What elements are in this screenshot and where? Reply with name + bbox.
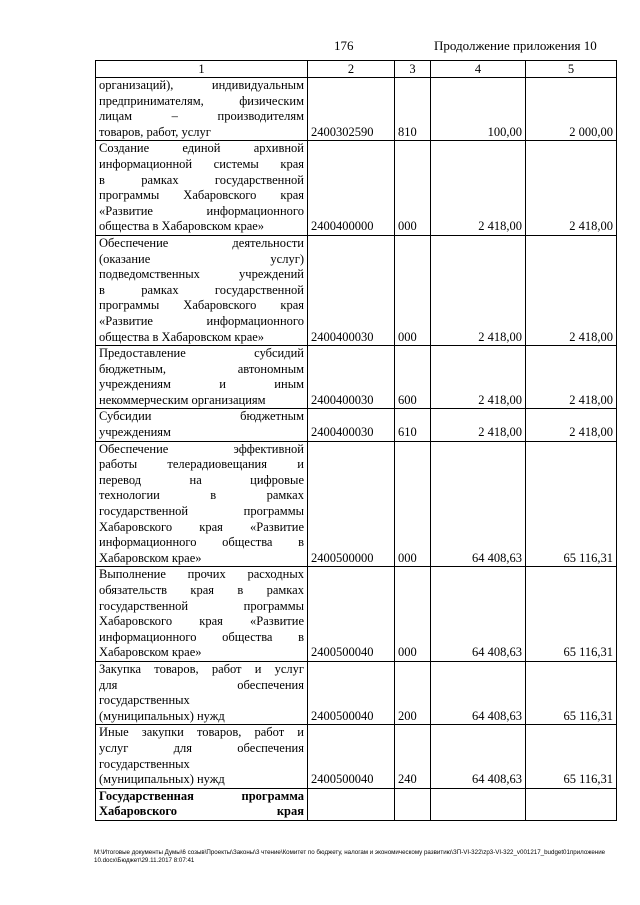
row-sum-2018: 2 418,00 xyxy=(431,235,526,345)
row-name xyxy=(96,235,308,345)
row-name xyxy=(96,141,308,236)
row-name-line: Хабаровского края xyxy=(99,804,304,819)
row-sum-2019: 2 000,00 xyxy=(526,78,617,141)
table-row xyxy=(96,788,617,820)
row-name xyxy=(96,78,308,141)
row-name xyxy=(96,661,308,724)
row-name-line: Предоставление субсидий xyxy=(99,346,304,361)
row-sum-2018: 64 408,63 xyxy=(431,567,526,662)
row-code: 2400302590 xyxy=(308,78,395,141)
row-expense-type: 810 xyxy=(395,78,431,141)
row-name xyxy=(96,788,308,820)
row-name-line: перевод на цифровые xyxy=(99,472,304,487)
row-name-line: (муниципальных) нужд xyxy=(99,772,225,787)
row-name-line: Хабаровском крае» xyxy=(99,645,202,660)
row-code: 2400500040 xyxy=(308,567,395,662)
row-name-line: для обеспечения xyxy=(99,677,304,692)
table-row xyxy=(96,346,617,409)
budget-table xyxy=(95,60,617,821)
row-sum-2019: 2 418,00 xyxy=(526,141,617,236)
row-sum-2018: 64 408,63 xyxy=(431,725,526,788)
row-name-line: государственной программы xyxy=(99,598,304,613)
row-expense-type: 000 xyxy=(395,235,431,345)
col-header-2: 2 xyxy=(308,61,395,78)
row-code: 2400400030 xyxy=(308,409,395,441)
row-name-line: лицам – производителям xyxy=(99,109,304,124)
table-row xyxy=(96,409,617,441)
row-name-line: «Развитие информационного xyxy=(99,203,304,218)
table-row xyxy=(96,141,617,236)
row-name xyxy=(96,567,308,662)
row-sum-2018 xyxy=(431,788,526,820)
row-name xyxy=(96,441,308,567)
row-name-line: обязательств края в рамках xyxy=(99,583,304,597)
row-sum-2019: 65 116,31 xyxy=(526,441,617,567)
row-name-line: Хабаровского края «Развитие xyxy=(99,519,304,534)
row-sum-2019: 2 418,00 xyxy=(526,346,617,409)
row-name-line: программы Хабаровского края xyxy=(99,298,304,313)
row-name-line: организаций), индивидуальным xyxy=(99,78,304,92)
row-expense-type: 200 xyxy=(395,661,431,724)
row-sum-2018: 2 418,00 xyxy=(431,346,526,409)
row-sum-2018: 2 418,00 xyxy=(431,409,526,441)
row-expense-type: 600 xyxy=(395,346,431,409)
row-sum-2019 xyxy=(526,788,617,820)
row-name-line: бюджетным, автономным xyxy=(99,361,304,376)
col-header-3: 3 xyxy=(395,61,431,78)
row-code: 2400400000 xyxy=(308,141,395,236)
row-name-line: предпринимателям, физическим xyxy=(99,93,304,108)
row-sum-2018: 2 418,00 xyxy=(431,141,526,236)
row-name-line: «Развитие информационного xyxy=(99,313,304,328)
row-name-line: (оказание услуг) xyxy=(99,251,304,266)
row-name-line: в рамках государственной xyxy=(99,172,304,187)
row-name-line: государственных xyxy=(99,756,190,771)
row-expense-type: 000 xyxy=(395,141,431,236)
row-name-line: общества в Хабаровском крае» xyxy=(99,219,265,234)
col-header-1: 1 xyxy=(96,61,308,78)
row-name-line: Выполнение прочих расходных xyxy=(99,567,304,582)
col-header-4: 4 xyxy=(431,61,526,78)
row-name-line: информационного общества в xyxy=(99,629,304,644)
row-name-line: услуг для обеспечения xyxy=(99,740,304,755)
row-name-line: Хабаровского края «Развитие xyxy=(99,614,304,629)
row-sum-2019: 65 116,31 xyxy=(526,661,617,724)
row-name-line: информационного общества в xyxy=(99,535,304,550)
row-name-line: в рамках государственной xyxy=(99,282,304,297)
row-name-line: государственной программы xyxy=(99,504,304,519)
row-sum-2018: 64 408,63 xyxy=(431,661,526,724)
row-expense-type: 610 xyxy=(395,409,431,441)
row-name xyxy=(96,725,308,788)
row-code: 2400500040 xyxy=(308,725,395,788)
table-row xyxy=(96,235,617,345)
row-name-line: общества в Хабаровском крае» xyxy=(99,329,265,344)
table-row xyxy=(96,725,617,788)
row-name-line: Субсидии бюджетным xyxy=(99,409,304,424)
table-row xyxy=(96,78,617,141)
row-expense-type: 000 xyxy=(395,441,431,567)
row-sum-2019: 65 116,31 xyxy=(526,567,617,662)
row-name-line: Обеспечение деятельности xyxy=(99,235,304,250)
row-name-line: Закупка товаров, работ и услуг xyxy=(99,661,304,676)
row-name xyxy=(96,409,308,441)
table-row xyxy=(96,441,617,567)
col-header-5: 5 xyxy=(526,61,617,78)
table-header-row xyxy=(96,61,617,78)
table-body xyxy=(96,78,617,821)
row-sum-2019: 65 116,31 xyxy=(526,725,617,788)
row-name-line: Хабаровском крае» xyxy=(99,550,202,565)
row-sum-2019: 2 418,00 xyxy=(526,409,617,441)
row-code xyxy=(308,788,395,820)
row-name-line: Создание единой архивной xyxy=(99,141,304,156)
row-name-line: подведомственных учреждений xyxy=(99,267,304,282)
row-name-line: технологии в рамках xyxy=(99,488,304,503)
row-name-line: учреждениям и иным xyxy=(99,377,304,392)
row-name-line: работы телерадиовещания и xyxy=(99,457,304,472)
row-name xyxy=(96,346,308,409)
row-name-line: учреждениям xyxy=(99,425,171,440)
row-name-line: Иные закупки товаров, работ и xyxy=(99,725,304,740)
row-code: 2400500000 xyxy=(308,441,395,567)
continuation-label: Продолжение приложения 10 xyxy=(434,38,597,53)
row-sum-2018: 100,00 xyxy=(431,78,526,141)
row-name-line: Обеспечение эффективной xyxy=(99,441,304,456)
row-name-line: (муниципальных) нужд xyxy=(99,708,225,723)
row-name-line: Государственная программа xyxy=(99,788,304,803)
table-row xyxy=(96,567,617,662)
row-code: 2400500040 xyxy=(308,661,395,724)
row-name-line: государственных xyxy=(99,693,190,708)
row-expense-type xyxy=(395,788,431,820)
row-name-line: программы Хабаровского края xyxy=(99,188,304,203)
row-name-line: товаров, работ, услуг xyxy=(99,124,211,139)
table-row xyxy=(96,661,617,724)
row-code: 2400400030 xyxy=(308,235,395,345)
row-sum-2019: 2 418,00 xyxy=(526,235,617,345)
row-expense-type: 240 xyxy=(395,725,431,788)
page-number: 176 xyxy=(334,38,354,53)
row-name-line: некоммерческим организациям xyxy=(99,392,266,407)
row-code: 2400400030 xyxy=(308,346,395,409)
row-name-line: информационной системы края xyxy=(99,156,304,171)
row-expense-type: 000 xyxy=(395,567,431,662)
row-sum-2018: 64 408,63 xyxy=(431,441,526,567)
file-path-footer: M:\Итоговые документы Думы\6 созыв\Проекты\Законы\3 чтение\Комитет по бюджету, налогам и экономическому развитию\ЗП-VI-322\zp3-VI-322_v001217_budget01приложение 10.docx\Бюджет\29.11.2017 8:07:41 xyxy=(94,849,606,864)
